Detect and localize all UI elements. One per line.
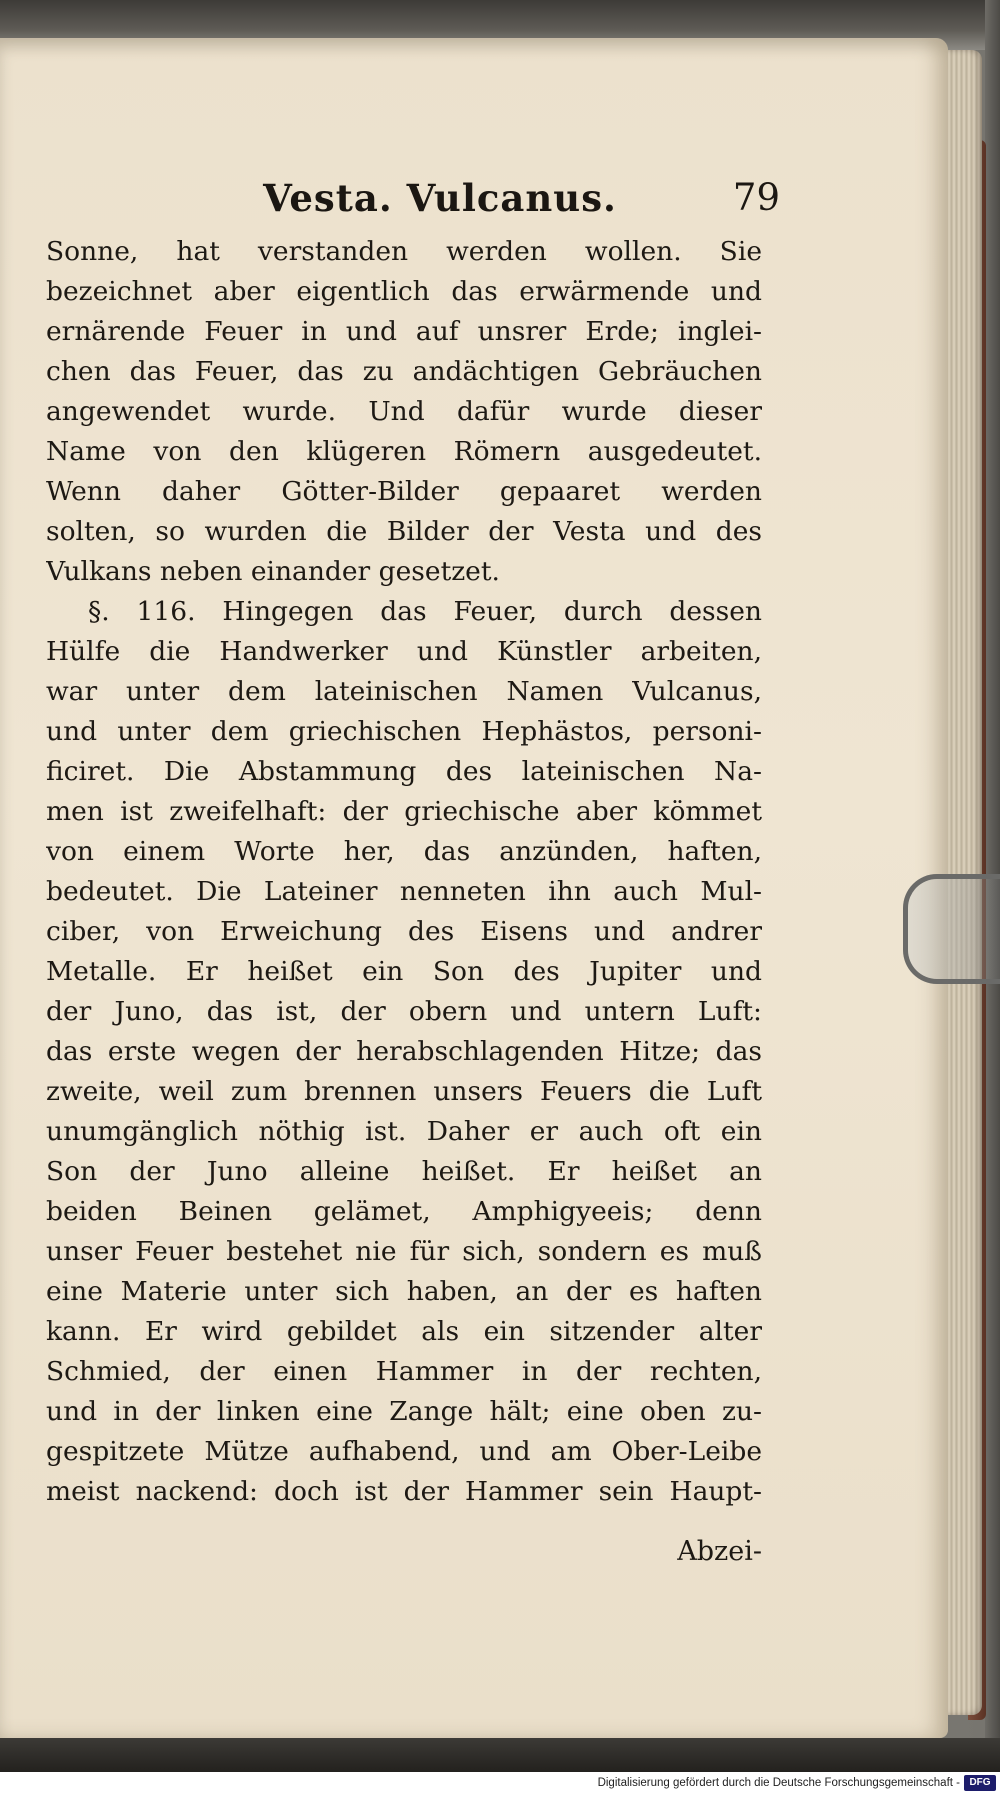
text-line: und in der linken eine Zange hält; eine oben zu-	[46, 1396, 762, 1427]
text-line: Hülfe die Handwerker und Künstler arbeiten,	[46, 636, 762, 667]
text-line: Wenn daher Götter-Bilder gepaaret werden	[46, 476, 762, 507]
scan-bottom-edge	[0, 1738, 1000, 1772]
text-line: §. 116. Hingegen das Feuer, durch dessen	[88, 596, 762, 627]
text-line: Name von den klügeren Römern ausgedeutet.	[46, 436, 762, 467]
text-line: kann. Er wird gebildet als ein sitzender alter	[46, 1316, 762, 1347]
text-line: eine Materie unter sich haben, an der es haften	[46, 1276, 762, 1307]
text-line: Son der Juno alleine heißet. Er heißet an	[46, 1156, 762, 1187]
text-line: zweite, weil zum brennen unsers Feuers die Luft	[46, 1076, 762, 1107]
text-line: angewendet wurde. Und dafür wurde dieser	[46, 396, 762, 427]
text-line: ernärende Feuer in und auf unsrer Erde; inglei-	[46, 316, 762, 347]
text-line: Vulkans neben einander gesetzet.	[46, 556, 500, 587]
page-clip	[903, 874, 1000, 984]
digitization-attribution: Digitalisierung gefördert durch die Deutsche Forschungsgemeinschaft -	[597, 1777, 960, 1789]
page-header	[230, 176, 780, 240]
catchword: Abzei-	[677, 1536, 762, 1567]
text-line: beiden Beinen gelämet, Amphigyeeis; denn	[46, 1196, 762, 1227]
text-line: das erste wegen der herabschlagenden Hitze; das	[46, 1036, 762, 1067]
text-line: und unter dem griechischen Hephästos, personi-	[46, 716, 762, 747]
page-number: 79	[732, 176, 780, 219]
text-line: Sonne, hat verstanden werden wollen. Sie	[46, 236, 762, 267]
text-line: der Juno, das ist, der obern und untern Luft:	[46, 996, 762, 1027]
running-title: Vesta. Vulcanus.	[263, 176, 617, 220]
text-line: chen das Feuer, das zu andächtigen Gebräuchen	[46, 356, 762, 387]
text-line: unser Feuer bestehet nie für sich, sondern es muß	[46, 1236, 762, 1267]
text-line: bedeutet. Die Lateiner nenneten ihn auch Mul-	[46, 876, 762, 907]
text-line: men ist zweifelhaft: der griechische aber kömmet	[46, 796, 762, 827]
text-line: unumgänglich nöthig ist. Daher er auch oft ein	[46, 1116, 762, 1147]
text-line: ficiret. Die Abstammung des lateinischen Na-	[46, 756, 762, 787]
text-line: solten, so wurden die Bilder der Vesta und des	[46, 516, 762, 547]
text-line: bezeichnet aber eigentlich das erwärmende und	[46, 276, 762, 307]
text-line: gespitzete Mütze aufhabend, und am Ober-Leibe	[46, 1436, 762, 1467]
text-line: von einem Worte her, das anzünden, haften,	[46, 836, 762, 867]
text-line: Metalle. Er heißet ein Son des Jupiter und	[46, 956, 762, 987]
text-line: Schmied, der einen Hammer in der rechten,	[46, 1356, 762, 1387]
dfg-logo: DFG	[964, 1775, 996, 1791]
text-line: war unter dem lateinischen Namen Vulcanus,	[46, 676, 762, 707]
text-line: meist nackend: doch ist der Hammer sein Haupt-	[46, 1476, 762, 1507]
text-line: ciber, von Erweichung des Eisens und andrer	[46, 916, 762, 947]
